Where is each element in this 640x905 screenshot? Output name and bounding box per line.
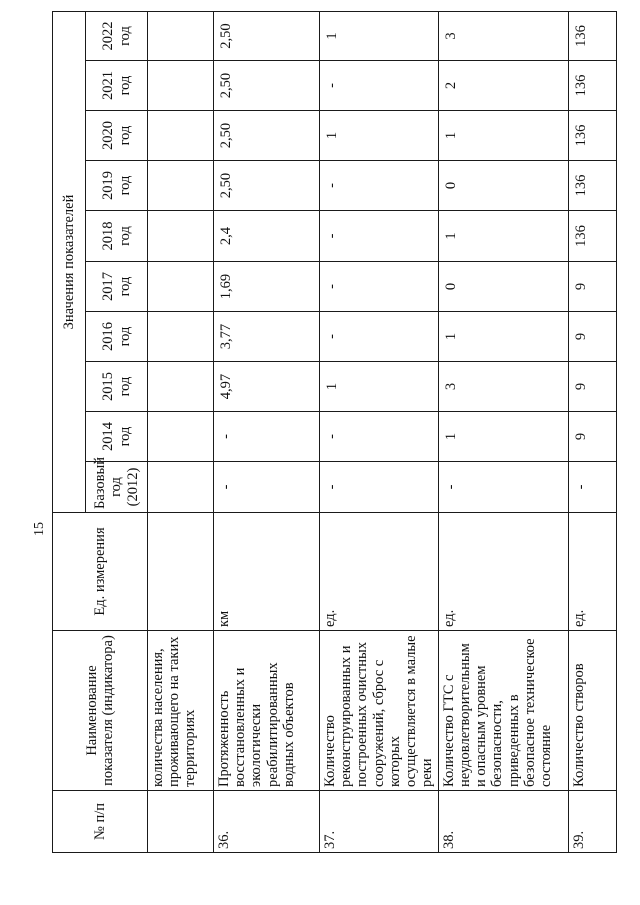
table-row	[320, 12, 439, 853]
header-year: Базовый год (2012)	[86, 462, 148, 513]
header-row-top	[53, 12, 86, 853]
row-value: -	[320, 161, 439, 211]
row-value: 3	[438, 362, 568, 412]
row-value: 1	[320, 12, 439, 61]
row-value: 136	[568, 61, 616, 111]
header-num: № п/п	[53, 791, 148, 853]
header-values-group: Значения показателей	[53, 12, 86, 513]
header-year: 2017 год	[86, 262, 148, 312]
row-value: 2,50	[214, 61, 320, 111]
row-unit: ед.	[320, 513, 439, 631]
row-value: -	[320, 412, 439, 462]
row-value	[148, 161, 214, 211]
row-value: 9	[568, 262, 616, 312]
row-num: 39.	[568, 791, 616, 853]
row-value: 2,4	[214, 211, 320, 262]
row-value: 2,50	[214, 111, 320, 161]
table-row	[148, 12, 214, 853]
header-year: 2018 год	[86, 211, 148, 262]
header-year: 2019 год	[86, 161, 148, 211]
header-year: 2021 год	[86, 61, 148, 111]
header-year: 2016 год	[86, 312, 148, 362]
row-value: 3	[438, 12, 568, 61]
row-value	[148, 462, 214, 513]
row-value: 2	[438, 61, 568, 111]
rotated-table-container	[52, 11, 608, 853]
row-name: Количество створов	[568, 631, 616, 791]
row-value: -	[320, 262, 439, 312]
row-value: 1	[320, 111, 439, 161]
row-value: -	[320, 462, 439, 513]
row-value: 4,97	[214, 362, 320, 412]
row-value: 1	[438, 111, 568, 161]
header-unit: Ед. измерения	[53, 513, 148, 631]
row-value: 9	[568, 362, 616, 412]
table-row	[214, 12, 320, 853]
row-value: 0	[438, 161, 568, 211]
row-value: 3,77	[214, 312, 320, 362]
row-value: 9	[568, 312, 616, 362]
row-value: 136	[568, 111, 616, 161]
header-year: 2022 год	[86, 12, 148, 61]
row-unit: ед.	[568, 513, 616, 631]
row-value: -	[320, 312, 439, 362]
header-name: Наименование показателя (индикатора)	[53, 631, 148, 791]
row-value	[148, 111, 214, 161]
row-value	[148, 362, 214, 412]
row-value: 2,50	[214, 12, 320, 61]
row-unit: ед.	[438, 513, 568, 631]
row-value: -	[214, 412, 320, 462]
header-year: 2020 год	[86, 111, 148, 161]
row-num: 37.	[320, 791, 439, 853]
row-value: 1	[438, 312, 568, 362]
table-row	[568, 12, 616, 853]
row-value	[148, 12, 214, 61]
row-value	[148, 211, 214, 262]
row-value: -	[320, 61, 439, 111]
row-value: -	[320, 211, 439, 262]
row-value	[148, 312, 214, 362]
row-value: 1	[320, 362, 439, 412]
row-name: Количество реконструированных и построенных очистных сооружений, сброс с которых осуществляется в малые реки	[320, 631, 439, 791]
row-value: 136	[568, 161, 616, 211]
indicators-table	[52, 11, 617, 853]
table-row	[438, 12, 568, 853]
header-year: 2014 год	[86, 412, 148, 462]
header-year: 2015 год	[86, 362, 148, 412]
row-name: Протяженность восстановленных и экологически реабилитированных водных объектов	[214, 631, 320, 791]
row-unit: км	[214, 513, 320, 631]
row-value: -	[214, 462, 320, 513]
page-number: 15	[32, 522, 47, 536]
row-value: 2,50	[214, 161, 320, 211]
row-value: 1	[438, 412, 568, 462]
row-value	[148, 412, 214, 462]
row-value	[148, 61, 214, 111]
row-value: 1,69	[214, 262, 320, 312]
row-name: количества населения, проживающего на таких территориях	[148, 631, 214, 791]
row-num: 36.	[214, 791, 320, 853]
row-value	[148, 262, 214, 312]
row-value: 1	[438, 211, 568, 262]
row-value: 136	[568, 211, 616, 262]
row-name: Количество ГТС с неудовлетворительным и опасным уровнем безопасности, приведенных в безопасное техническое состояние	[438, 631, 568, 791]
row-value: -	[438, 462, 568, 513]
row-value: -	[568, 462, 616, 513]
row-unit	[148, 513, 214, 631]
row-num: 38.	[438, 791, 568, 853]
row-value: 0	[438, 262, 568, 312]
row-value: 9	[568, 412, 616, 462]
row-num	[148, 791, 214, 853]
row-value: 136	[568, 12, 616, 61]
